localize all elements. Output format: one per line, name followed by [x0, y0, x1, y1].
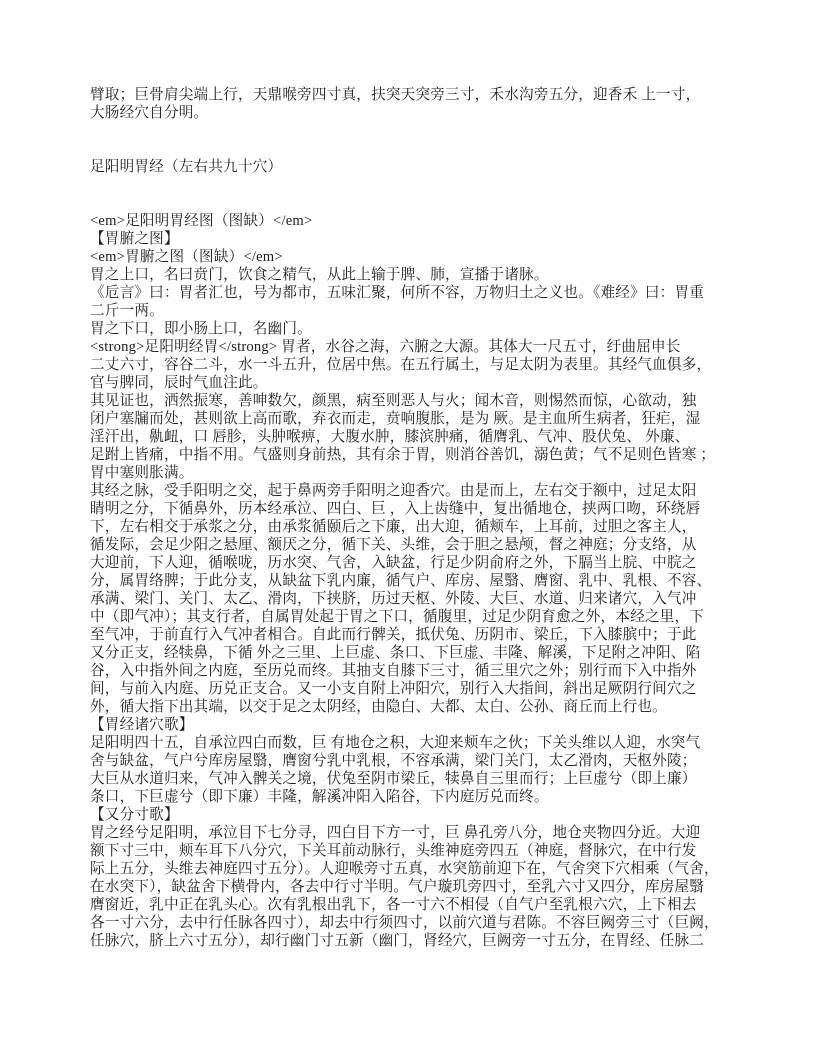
text-line: 大迎前，下人迎，循喉咙，历水突、气舍，入缺盆，行足少阴俞府之外，下膈当上脘、中脘之 [90, 555, 697, 571]
text-line: <em>足阳明胃经图（图缺）</em> [90, 213, 313, 229]
text-line: 足阳明胃经（左右共九十穴） [90, 159, 283, 175]
document-text [90, 86, 750, 950]
text-line: 任脉穴，脐上六寸五分），却行幽门寸五新（幽门，肾经穴，巨阙旁一寸五分，在胃经、任脉二 [90, 933, 705, 949]
text-line [90, 194, 750, 212]
text-line: 各一寸六分，去中行任脉各四寸），却去中行须四寸，以前穴道与君陈。不容巨阙旁三寸（巨阙， [90, 915, 719, 931]
text-line: 二斤一两。 [90, 303, 164, 319]
text-line: 舍与缺盆，气户兮库房屋翳，膺窗兮乳中乳根，不容承满，梁门关门，太乙滑肉，天枢外陵； [90, 753, 697, 769]
text-line: 其见证也，洒然振寒，善呻数欠，颜黑，病至则恶人与火；闻木音，则惕然而惊，心欲动，独 [90, 393, 697, 409]
text-line: 胃之下口，即小肠上口，名幽门。 [90, 321, 312, 337]
text-line: 谷，入中指外间之内庭，至历兑而终。其抽支自膝下三寸，循三里穴之外；别行而下入中指外 [90, 663, 697, 679]
text-line: 条口，下巨虚兮（即下廉）丰隆，解溪冲阳入陷谷，下内庭厉兑而终。 [90, 789, 549, 805]
text-line: 官与脾同，辰时气血注此。 [90, 375, 268, 391]
text-line: 又分正支，经犊鼻，下循 外之三里、上巨虚、条口、下巨虚、丰隆、解溪，下足附之冲阳、陷 [90, 645, 701, 661]
text-line: 额下寸三中，颊车耳下八分穴，下关耳前动脉行，头维神庭旁四五（神庭，督脉穴，在中行发 [90, 843, 697, 859]
text-line [90, 176, 750, 194]
text-line: 胃之经兮足阳明，承泣目下七分寻，四白目下方一寸，巨 鼻孔旁八分，地仓夹物四分近。大迎 [90, 825, 701, 841]
text-line: 睛明之分，下循鼻外，历本经承泣、四白、巨 ，入上齿缝中，复出循地仓，挟两口吻，环绕唇 [90, 501, 701, 517]
text-line: 【又分寸歌】 [90, 807, 179, 823]
text-line: 大肠经穴自分明。 [90, 105, 209, 121]
text-line: 承满、梁门、关门、太乙、滑肉，下挟脐，历过天枢、外陵、大巨、水道、归来诸穴，入气冲 [90, 591, 697, 607]
text-line: 至气冲，于前直行入气冲者相合。自此而行髀关，抵伏兔、历阴市、梁丘，下入膝膑中；于此 [90, 627, 697, 643]
text-line [90, 140, 750, 158]
text-line: 闭户塞牖而处，甚则欲上高而歌，弃衣而走，贲响腹胀，是为 厥。是主血所生病者，狂疟，湿 [90, 411, 701, 427]
text-line: 足跗上皆痛，中指不用。气盛则身前热，其有余于胃，则消谷善饥，溺色黄；气不足则色皆寒 ； [90, 447, 716, 463]
text-line: 分，属胃络脾；于此分支，从缺盆下乳内廉，循气户、库房、屋翳、膺窗、乳中、乳根、不容、 [90, 573, 712, 589]
text-line: 【胃经诸穴歌】 [90, 717, 194, 733]
text-line: 胃之上口，名曰贲门，饮食之精气，从此上输于脾、肺，宣播于诸脉。 [90, 267, 549, 283]
text-line: 大巨从水道归来，气冲入髀关之境，伏兔至阴市梁丘，犊鼻自三里而行；上巨虚兮（即上廉） [90, 771, 697, 787]
text-line: 二丈六寸，容谷二斗，水一斗五升，位居中焦。在五行属土，与足太阴为表里。其经气血俱多， [90, 357, 712, 373]
text-line: 臂取；巨骨肩尖端上行，天鼎喉旁四寸真，扶突天突旁三寸，禾水沟旁五分，迎香禾 上一寸， [90, 87, 701, 103]
text-line: 【胃腑之图】 [90, 231, 179, 247]
text-line: <strong>足阳明经胃</strong> 胃者，水谷之海，六腑之大源。其体大一尺五寸，纡曲屈申长 [90, 339, 681, 355]
text-line: 外，循大指下出其端，以交于足之太阴经，由隐白、大都、太白、公孙、商丘而上行也。 [90, 699, 667, 715]
text-line: <em>胃腑之图（图缺）</em> [90, 249, 283, 265]
text-line: 《卮言》曰：胃者汇也，号为都市，五味汇聚，何所不容，万物归土之义也。《难经》曰：胃重 [90, 285, 705, 301]
text-line: 际上五分，头维去神庭四寸五分）。人迎喉旁寸五真，水突筋前迎下在，气舍突下穴相乘（气舍， [90, 861, 719, 877]
text-line: 在水突下），缺盆舍下横骨内，各去中行寸半明。气户璇玑旁四寸，至乳六寸又四分，库房屋翳 [90, 879, 705, 895]
text-line: 其经之脉，受手阳明之交，起于鼻两旁手阳明之迎香穴。由是而上，左右交于额中，过足太阳 [90, 483, 697, 499]
text-line: 胃中塞则胀满。 [90, 465, 194, 481]
text-line [90, 122, 750, 140]
text-line: 中（即气冲）；其支行者，自属胃处起于胃之下口，循腹里，过足少阴育愈之外，本经之里，下 [90, 609, 705, 625]
text-line: 淫汗出，鼽衄，口 唇胗，头肿喉痹，大腹水肿，膝滨肿痛，循膺乳、气冲、股伏兔、 外廉、 [90, 429, 690, 445]
text-line: 下，左右相交于承浆之分，由承浆循颐后之下廉，出大迎，循颊车，上耳前，过胆之客主人， [90, 519, 697, 535]
text-line: 循发际，会足少阳之悬厘、额厌之分，循下关、头维，会于胆之悬颅，督之神庭；分支络，从 [90, 537, 697, 553]
text-line: 膺窗近，乳中正在乳头心。次有乳根出乳下，各一寸六不相侵（自气户至乳根六穴，上下相去 [90, 897, 697, 913]
text-line: 间，与前入内庭、历兑正支合。又一小支自附上冲阳穴，别行入大指间，斜出足厥阴行间穴之 [90, 681, 697, 697]
text-line: 足阳明四十五，自承泣四白而数，巨 有地仓之积，大迎来颊车之伙；下关头维以人迎，水突气 [90, 735, 701, 751]
